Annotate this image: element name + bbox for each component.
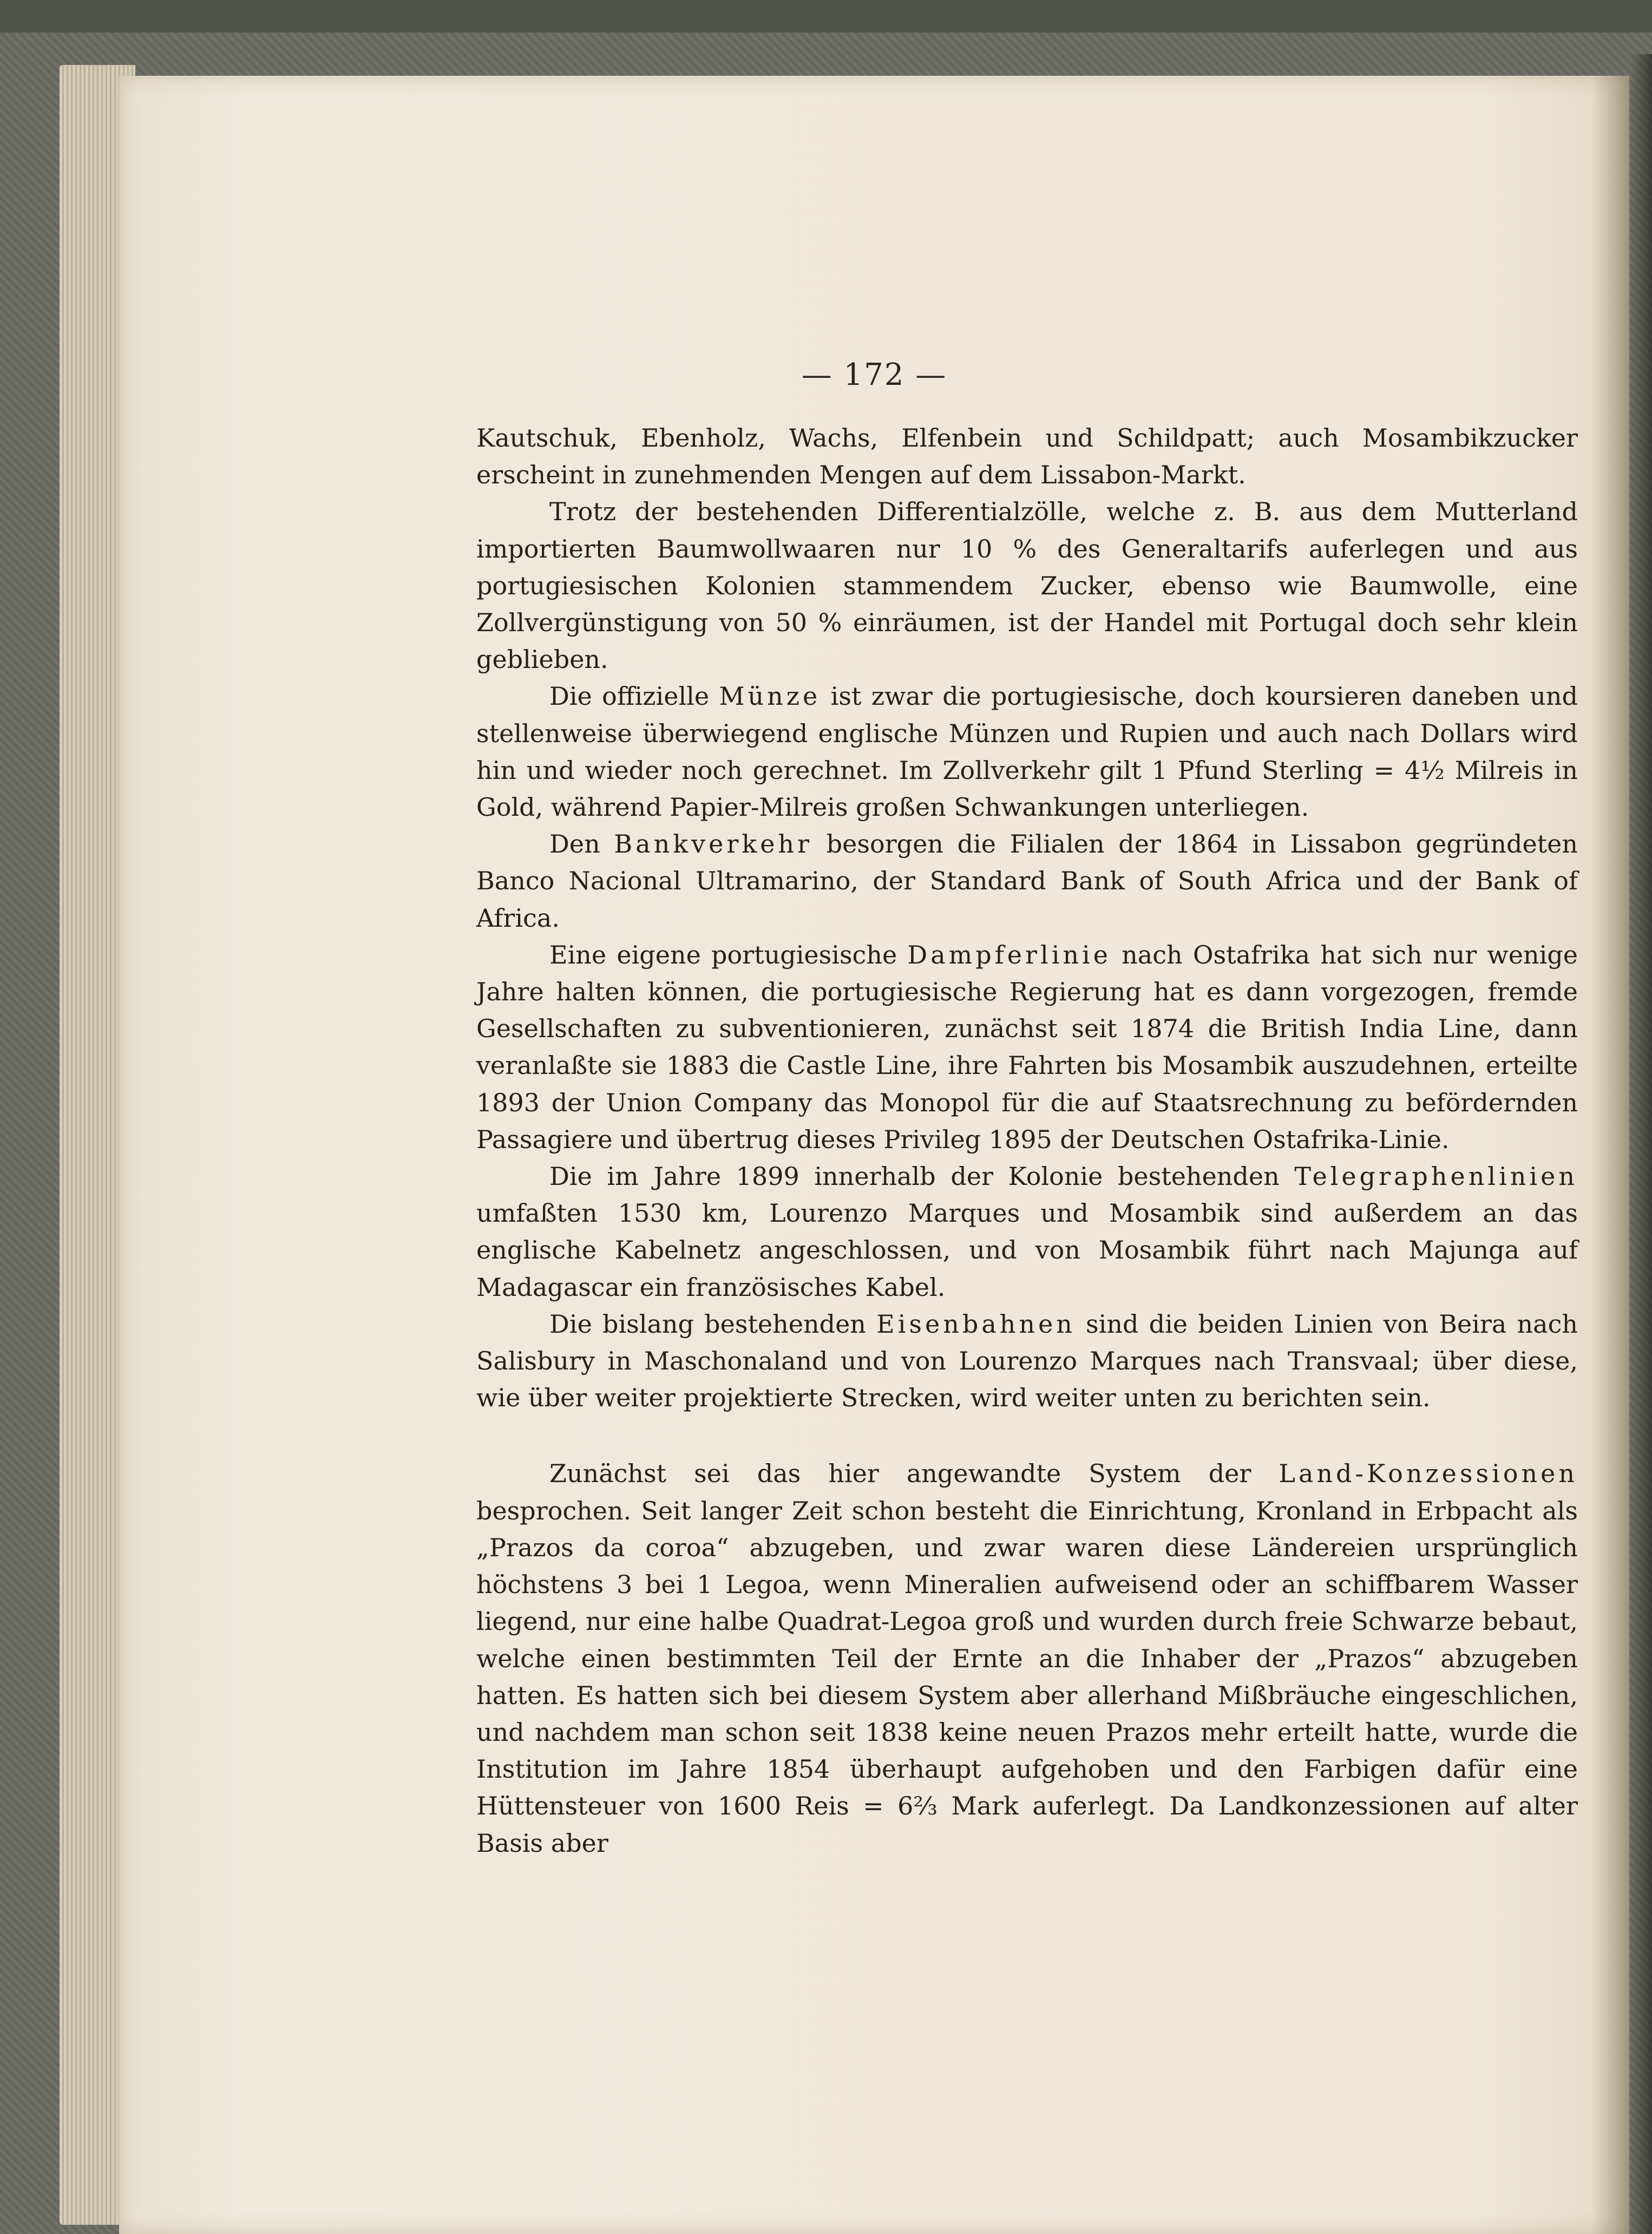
spaced-emphasis: Dampferlinie: [907, 940, 1111, 969]
page-number: — 172 —: [801, 357, 947, 392]
spaced-emphasis: Telegraphenlinien: [1294, 1162, 1578, 1191]
text-run: umfaßten 1530 km, Lourenzo Marques und Mosambik sind außerdem an das englische Kabelnetz angeschlossen, und von Mosambik führt nach Majunga auf Madagascar ein französisches Kabel.: [476, 1198, 1578, 1302]
text-run: Die im Jahre 1899 innerhalb der Kolonie bestehenden: [549, 1162, 1295, 1191]
text-run: Zunächst sei das hier angewandte System der: [549, 1459, 1279, 1489]
spaced-emphasis: Bankverkehr: [614, 829, 813, 859]
paragraph: [476, 1306, 1578, 1417]
paragraph: [476, 1455, 1578, 1861]
body-text: [476, 420, 1578, 1862]
spine-shadow: [1630, 54, 1652, 2234]
book-page: [119, 76, 1629, 2234]
text-run: Eine eigene portugiesische: [549, 940, 908, 969]
spaced-emphasis: Eisenbahnen: [876, 1309, 1076, 1339]
text-run: besprochen. Seit langer Zeit schon besteht die Einrichtung, Kronland in Erbpacht als „Prazos da coroa“ abzugeben, und zwar waren diese Ländereien ursprünglich höchstens 3 bei 1 Legoa, wenn Mineralien aufweisend oder an schiffbarem Wasser liegend, nur eine halbe Quadrat-Legoa groß und wurden durch freie Schwarze bebaut, welche einen bestimmten Teil der Ernte an die Inhaber der „Prazos“ abzugeben hatten. Es hatten sich bei diesem System aber allerhand Mißbräuche eingeschlichen, und nachdem man schon seit 1838 keine neuen Prazos mehr erteilt hatte, wurde die Institution im Jahre 1854 überhaupt aufgehoben und den Farbigen dafür eine Hüttensteuer von 1600 Reis = 6⅔ Mark auferlegt. Da Landkonzessionen auf alter Basis aber: [476, 1496, 1578, 1858]
paragraph: [476, 678, 1578, 826]
paragraph: [476, 826, 1578, 936]
text-run: Trotz der bestehenden Differentialzölle, welche z. B. aus dem Mutterland importierten Baumwollwaaren nur 10 % des Generaltarifs auferlegen und aus portugiesischen Kolonien stammendem Zucker, ebenso wie Baumwolle, eine Zollvergünstigung von 50 % einräumen, ist der Handel mit Portugal doch sehr klein geblieben.: [476, 497, 1578, 674]
text-run: Die offizielle: [549, 682, 719, 711]
text-run: ist zwar die portugiesische, doch koursieren daneben und stellenweise überwiegend englische Münzen und Rupien und auch nach Dollars wird hin und wieder noch gerechnet. Im Zollverkehr gilt 1 Pfund Sterling = 4½ Milreis in Gold, während Papier-Milreis großen Schwankungen unterliegen.: [476, 682, 1578, 822]
paragraph: [476, 1158, 1578, 1306]
text-run: Kautschuk, Ebenholz, Wachs, Elfenbein und Schildpatt; auch Mosambikzucker erscheint in zunehmenden Mengen auf dem Lissabon-Markt.: [476, 423, 1578, 490]
spaced-emphasis: Münze: [719, 682, 821, 711]
spaced-emphasis: Land-Konzessionen: [1279, 1459, 1578, 1489]
text-run: Den: [549, 829, 614, 859]
paragraph: [476, 420, 1578, 493]
paragraph: [476, 493, 1578, 678]
text-run: sind die beiden Linien von Beira nach Salisbury in Maschonaland und von Lourenzo Marques nach Transvaal; über diese, wie über weiter projektierte Strecken, wird weiter unten zu berichten sein.: [476, 1309, 1578, 1413]
text-run: Die bislang bestehenden: [549, 1309, 877, 1339]
text-run: nach Ostafrika hat sich nur wenige Jahre halten können, die portugiesische Regierung hat es dann vorgezogen, fremde Gesellschaften zu subventionieren, zunächst seit 1874 die British India Line, dann veranlaßte sie 1883 die Castle Line, ihre Fahrten bis Mosambik auszudehnen, erteilte 1893 der Union Company das Monopol für die auf Staatsrechnung zu befördernden Passagiere und übertrug dieses Privileg 1895 der Deutschen Ostafrika-Linie.: [476, 940, 1578, 1154]
page-gutter: [1591, 76, 1629, 2234]
paragraph: [476, 936, 1578, 1158]
text-run: besorgen die Filialen der 1864 in Lissabon gegründeten Banco Nacional Ultramarino, der Standard Bank of South Africa und der Bank of Africa.: [476, 829, 1578, 933]
